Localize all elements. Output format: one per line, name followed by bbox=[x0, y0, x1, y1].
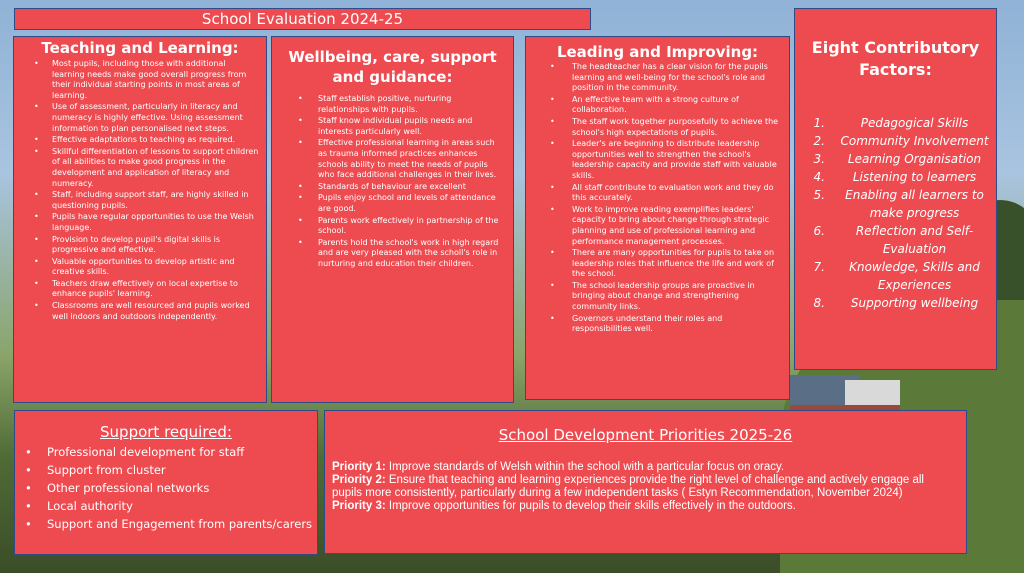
list-item bbox=[795, 222, 996, 258]
list-item bbox=[795, 132, 996, 150]
list-item: • Effective professional learning in areas such as trauma informed practices enhances schools ability to meet the needs of pupils who face additional challenges in their lives. bbox=[272, 138, 513, 180]
support-required-list bbox=[15, 443, 317, 533]
factor-text: Listening to learners bbox=[852, 170, 977, 184]
list-item: • Pupils enjoy school and levels of attendance are good. bbox=[272, 193, 513, 214]
list-item: • Leader's are beginning to distribute leadership opportunities well to strengthen the school's leadership capacity and provide staff with valuable skills. bbox=[526, 139, 789, 181]
list-item: • Staff, including support staff, are highly skilled in questioning pupils. bbox=[14, 190, 266, 211]
priority-text: Improve standards of Welsh within the school with a particular focus on oracy. bbox=[385, 461, 785, 473]
list-item: • Support from cluster bbox=[15, 461, 317, 479]
development-priorities-panel bbox=[324, 410, 967, 554]
list-item: • Parents hold the school's work in high regard and are very pleased with the scholl's role in nurturing and education their children. bbox=[272, 238, 513, 270]
priority-label: Priority 2: bbox=[332, 474, 386, 486]
leading-improving-panel bbox=[525, 36, 790, 400]
list-item bbox=[795, 150, 996, 168]
priority-item bbox=[325, 500, 966, 513]
factor-text: Community Involvement bbox=[840, 134, 989, 148]
list-item: • An effective team with a strong culture of collaboration. bbox=[526, 95, 789, 116]
priority-text: Ensure that teaching and learning experiences provide the right level of challenge and actively engage all pupils more consistently, particularly during a few independent tasks ( Estyn Recommendation, November 2024) bbox=[332, 474, 924, 499]
wellbeing-list bbox=[272, 94, 513, 270]
list-item: • Skillful differentiation of lessons to support children of all abilities to make good progress in the development and application of literacy and numeracy. bbox=[14, 147, 266, 189]
priority-text: Improve opportunities for pupils to develop their skills effectively in the outdoors. bbox=[385, 500, 796, 512]
list-item: • Other professional networks bbox=[15, 479, 317, 497]
list-item bbox=[795, 114, 996, 132]
support-required-panel bbox=[14, 410, 318, 555]
list-item: • Valuable opportunities to develop artistic and creative skills. bbox=[14, 257, 266, 278]
contributory-factors-panel bbox=[794, 8, 997, 370]
factor-number: 4. bbox=[813, 170, 825, 184]
factor-number: 6. bbox=[813, 224, 825, 238]
priority-item bbox=[325, 461, 966, 474]
factor-text: Supporting wellbeing bbox=[850, 296, 979, 310]
list-item: • There are many opportunities for pupils to take on leadership roles that influence the life and work of the school. bbox=[526, 248, 789, 280]
list-item: • Professional development for staff bbox=[15, 443, 317, 461]
factor-number: 5. bbox=[813, 188, 825, 202]
list-item: • Parents work effectively in partnership of the school. bbox=[272, 216, 513, 237]
list-item: • Teachers draw effectively on local expertise to enhance pupils' learning. bbox=[14, 279, 266, 300]
priority-label: Priority 1: bbox=[332, 461, 386, 473]
list-item bbox=[795, 258, 996, 294]
contributory-factors-list bbox=[795, 114, 996, 312]
list-item: • Support and Engagement from parents/carers bbox=[15, 515, 317, 533]
factor-text: Knowledge, Skills and Experiences bbox=[849, 260, 980, 292]
list-item bbox=[795, 294, 996, 312]
page-title: School Evaluation 2024-25 bbox=[14, 8, 591, 30]
teaching-learning-panel bbox=[13, 36, 267, 403]
factor-number: 3. bbox=[813, 152, 825, 166]
list-item: • Local authority bbox=[15, 497, 317, 515]
factor-number: 2. bbox=[813, 134, 825, 148]
wellbeing-panel bbox=[271, 36, 514, 403]
list-item: • The staff work together purposefully to achieve the school's high expectations of pupils. bbox=[526, 117, 789, 138]
teaching-learning-list bbox=[14, 59, 266, 322]
teaching-learning-heading: Teaching and Learning: bbox=[41, 39, 239, 57]
factor-number: 7. bbox=[813, 260, 825, 274]
list-item: • Staff establish positive, nurturing relationships with pupils. bbox=[272, 94, 513, 115]
factor-number: 8. bbox=[813, 296, 825, 310]
list-item: • Most pupils, including those with additional learning needs make good overall progress from their individual starting points in most areas of learning. bbox=[14, 59, 266, 101]
list-item: • Classrooms are well resourced and pupils worked well indoors and outdoors independently. bbox=[14, 301, 266, 322]
list-item: • Governors understand their roles and responsibilities well. bbox=[526, 314, 789, 335]
factor-text: Learning Organisation bbox=[847, 152, 982, 166]
list-item bbox=[795, 186, 996, 222]
list-item: • Staff know individual pupils needs and interests particularly well. bbox=[272, 116, 513, 137]
contributory-factors-heading: Eight Contributory Factors: bbox=[811, 38, 980, 79]
factor-text: Pedagogical Skills bbox=[860, 116, 969, 130]
factor-text: Enabling all learners to make progress bbox=[845, 188, 984, 220]
factor-text: Reflection and Self-Evaluation bbox=[855, 224, 974, 256]
support-required-heading: Support required: bbox=[100, 423, 232, 441]
priority-label: Priority 3: bbox=[332, 500, 386, 512]
wellbeing-heading: Wellbeing, care, support and guidance: bbox=[288, 48, 497, 86]
leading-improving-list bbox=[526, 62, 789, 335]
list-item: • Effective adaptations to teaching as required. bbox=[14, 135, 266, 146]
list-item: • Provision to develop pupil's digital skills is progressive and effective. bbox=[14, 235, 266, 256]
list-item bbox=[795, 168, 996, 186]
list-item: • The headteacher has a clear vision for the pupils learning and well-being for the school's role and position in the community. bbox=[526, 62, 789, 94]
list-item: • Work to improve reading exemplifies leaders' capacity to bring about change through strategic planning and use of professional learning and performance management processes. bbox=[526, 205, 789, 247]
priority-item bbox=[325, 474, 966, 500]
list-item: • Standards of behaviour are excellent bbox=[272, 182, 513, 193]
list-item: • The school leadership groups are proactive in bringing about change and strengthening community links. bbox=[526, 281, 789, 313]
list-item: • Pupils have regular opportunities to use the Welsh language. bbox=[14, 212, 266, 233]
factor-number: 1. bbox=[813, 116, 825, 130]
leading-improving-heading: Leading and Improving: bbox=[556, 43, 759, 61]
development-priorities-heading: School Development Priorities 2025-26 bbox=[498, 426, 793, 444]
list-item: • Use of assessment, particularly in literacy and numeracy is highly effective. Using assessment information to plan personalised next steps. bbox=[14, 102, 266, 134]
list-item: • All staff contribute to evaluation work and they do this accurately. bbox=[526, 183, 789, 204]
